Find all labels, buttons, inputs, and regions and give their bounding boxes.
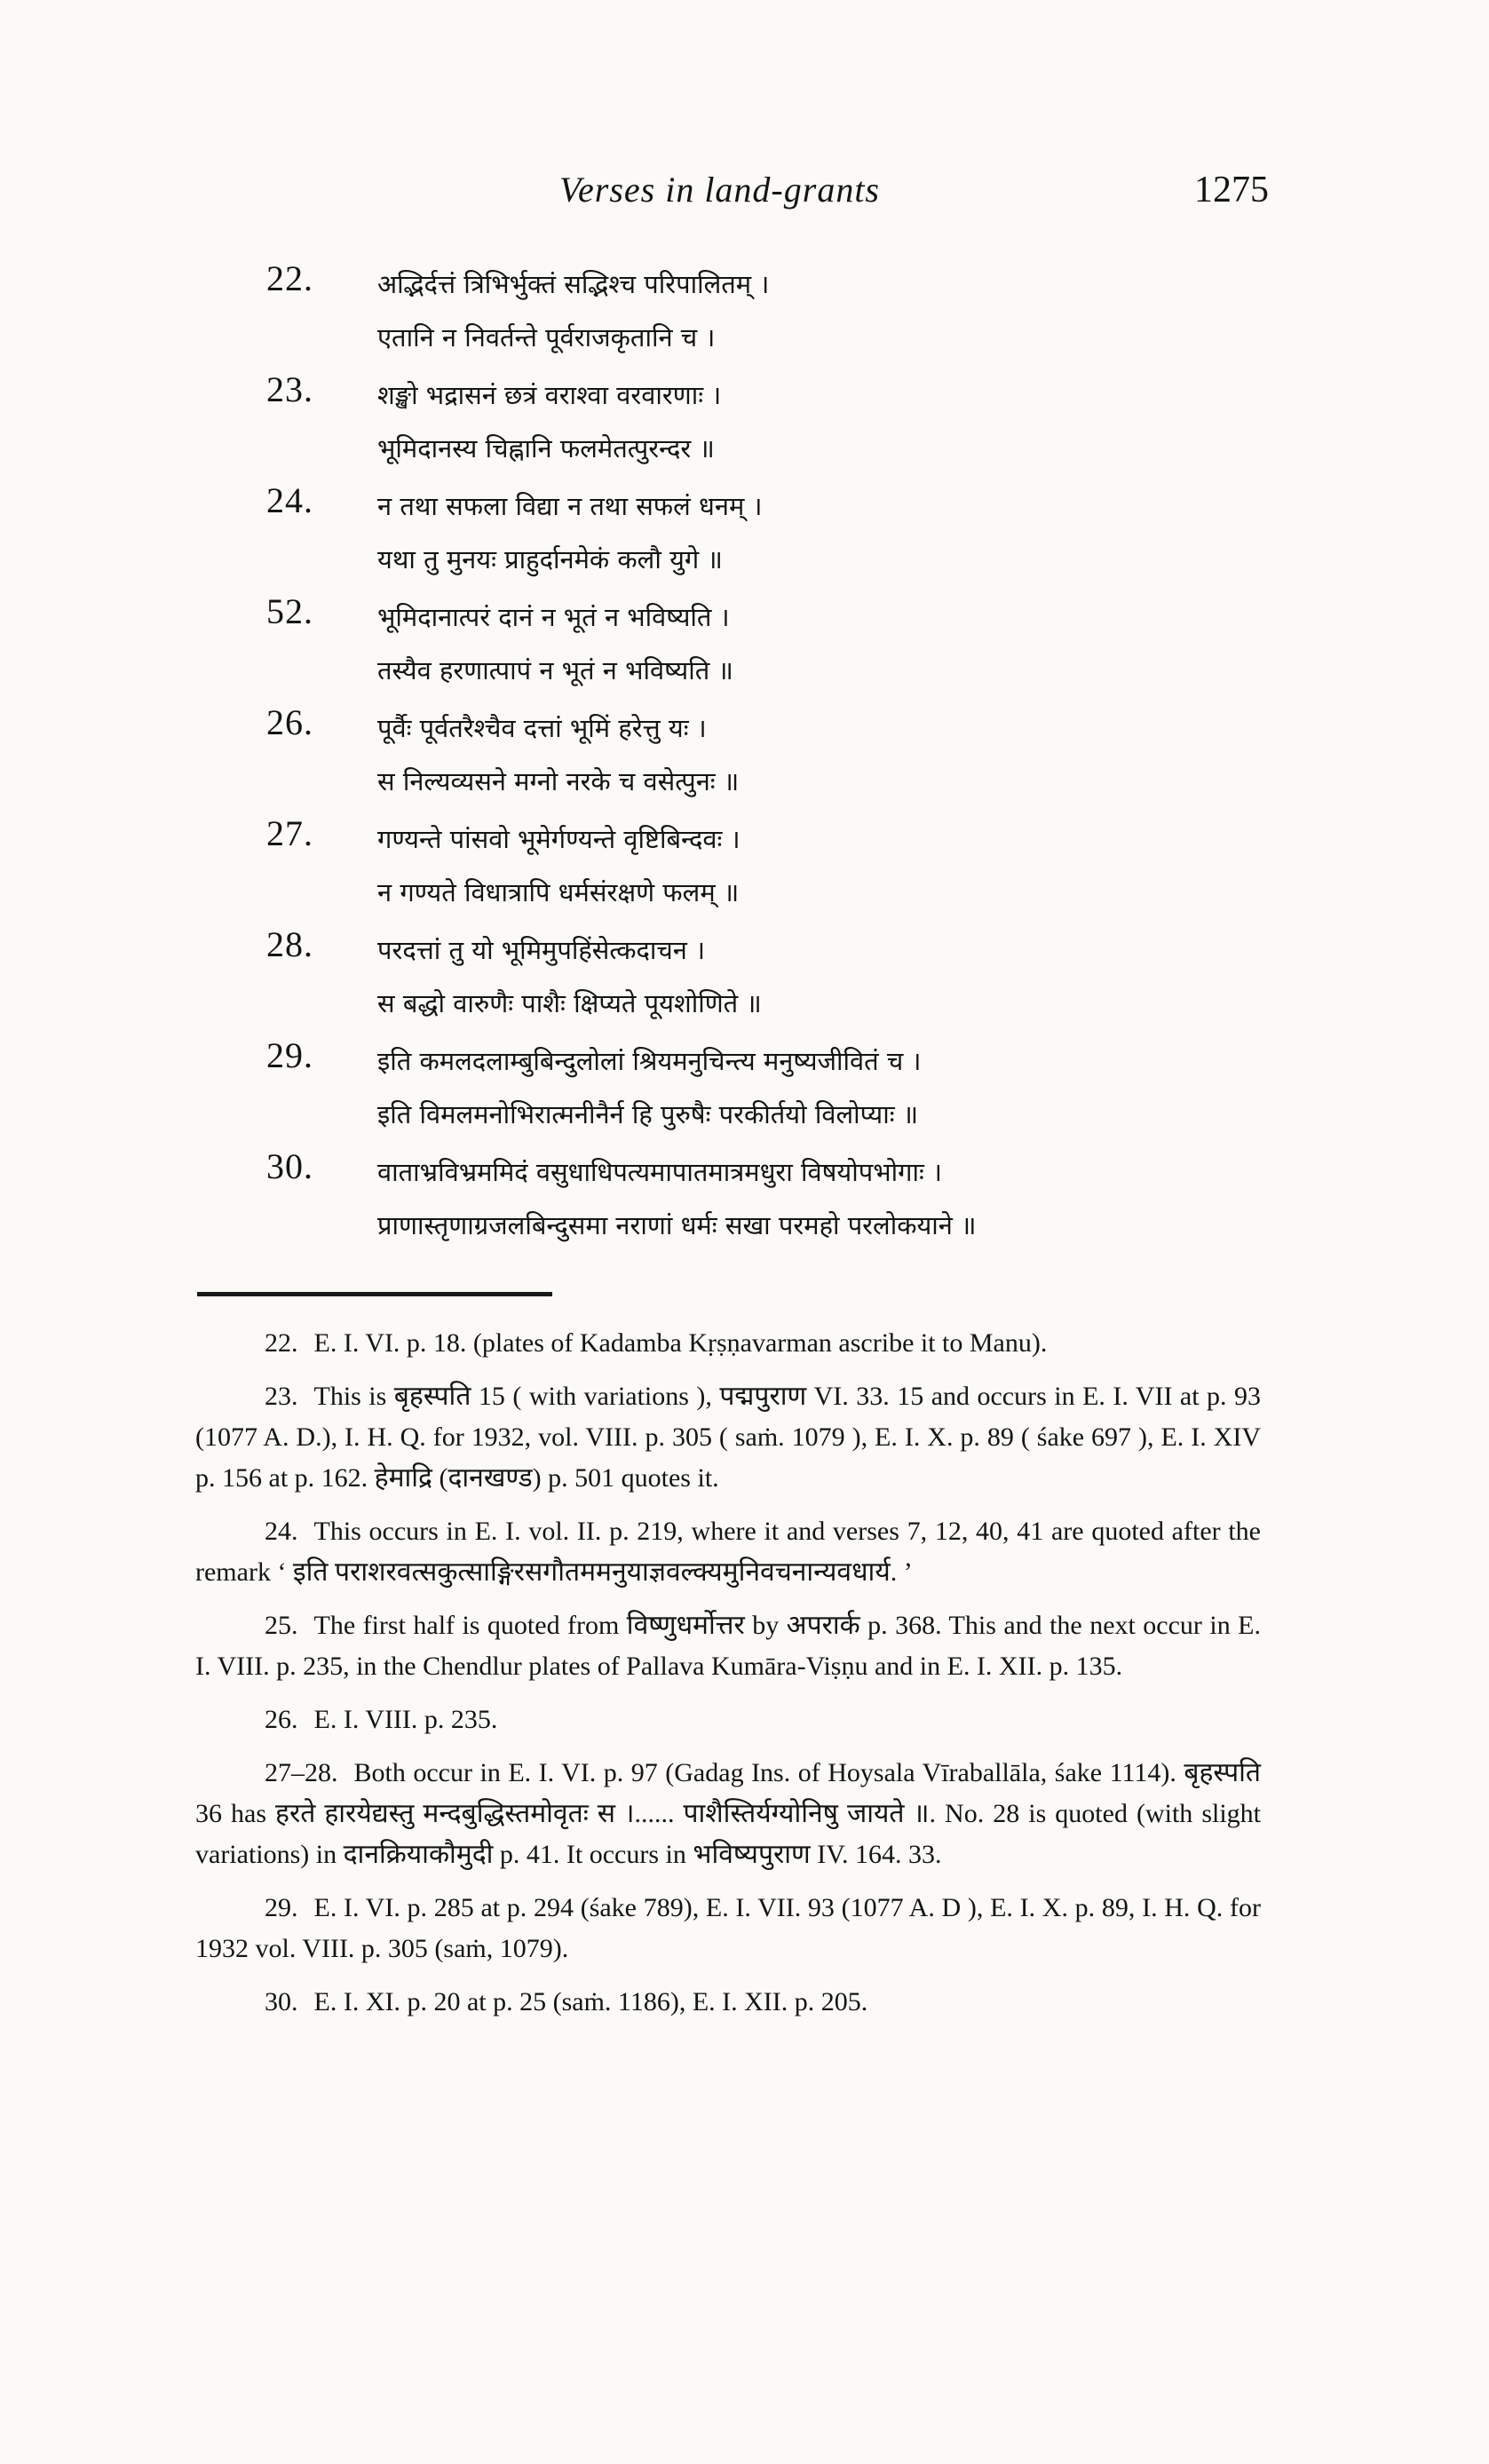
verse-number: 23.	[266, 369, 313, 409]
verse-line: पूर्वैः पूर्वतरैश्चैव दत्तां भूमिं हरेत्तु यः ।	[377, 713, 707, 743]
verse-line: वाताभ्रविभ्रममिदं वसुधाधिपत्यमापातमात्रमधुरा विषयोपभोगाः ।	[377, 1157, 943, 1187]
verse-line: न तथा सफला विद्या न तथा सफलं धनम् ।	[377, 491, 763, 521]
footnote-24	[195, 1511, 1261, 1593]
verse-number: 28.	[266, 924, 313, 964]
verse-number: 52.	[266, 591, 313, 631]
verse-26	[266, 701, 1332, 812]
footnote-text: This is बृहस्पति 15 ( with variations ), पद्मपुराण VI. 33. 15 and occurs in E. I. VII at p. 93 (1077 A. D.), I. H. Q. for 1932, vol. VIII. p. 305 ( saṁ. 1079 ), E. I. X. p. 89 ( śake 697 ), E. I. XIV p. 156 at p. 162. हेमाद्रि (दानखण्ड) p. 501 quotes it.	[195, 1382, 1261, 1493]
footnote-text: Both occur in E. I. VI. p. 97 (Gadag Ins. of Hoysala Vīraballāla, śake 1114). बृहस्पति 36 has हरते हारयेद्यस्तु मन्दबुद्धिस्तमोवृतः स ।...... पाशैस्तिर्यग्योनिषु जायते ॥. No. 28 is quoted (with slight variations) in दानक्रियाकौमुदी p. 41. It occurs in भविष्यपुराण IV. 164. 33.	[195, 1758, 1261, 1869]
verse-22	[266, 257, 1332, 368]
verse-number: 22.	[266, 258, 313, 298]
verse-27	[266, 812, 1332, 923]
verse-line: भूमिदानात्परं दानं न भूतं न भविष्यति ।	[377, 602, 730, 632]
footnote-25	[195, 1605, 1261, 1687]
footnote-29	[195, 1888, 1261, 1969]
footnote-number: 29.	[265, 1893, 298, 1922]
footnote-30	[195, 1982, 1261, 2023]
verse-line: शङ्खो भद्रासनं छत्रं वराश्वा वरवारणाः ।	[377, 380, 722, 410]
verse-line: स बद्धो वारुणैः पाशैः क्षिप्यते पूयशोणिते ॥	[377, 988, 762, 1018]
verse-24	[266, 479, 1332, 590]
footnote-rule	[197, 1292, 552, 1296]
footnote-number: 30.	[265, 1987, 298, 2016]
verse-30	[266, 1145, 1332, 1256]
footnote-text: E. I. VI. p. 18. (plates of Kadamba Kṛṣṇavarman ascribe it to Manu).	[313, 1328, 1048, 1358]
footnote-27-28	[195, 1753, 1261, 1875]
footnote-text: E. I. VIII. p. 235.	[313, 1705, 498, 1734]
footnote-number: 23.	[265, 1382, 298, 1411]
verse-line: प्राणास्तृणाग्रजलबिन्दुसमा नराणां धर्मः सखा परमहो परलोकयाने ॥	[377, 1210, 977, 1240]
verse-line: एतानि न निवर्तन्ते पूर्वराजकृतानि च ।	[377, 322, 716, 353]
footnote-26	[195, 1699, 1261, 1740]
footnote-number: 22.	[265, 1328, 298, 1358]
verse-29	[266, 1034, 1332, 1145]
footnote-number: 26.	[265, 1705, 298, 1734]
verse-line: परदत्तां तु यो भूमिमुपहिंसेत्कदाचन ।	[377, 935, 706, 965]
verse-23	[266, 368, 1332, 479]
running-title: Verses in land-grants	[559, 170, 880, 210]
verse-line: न गण्यते विधात्रापि धर्मसंरक्षणे फलम् ॥	[377, 877, 740, 907]
footnote-text: E. I. XI. p. 20 at p. 25 (saṁ. 1186), E. I. XII. p. 205.	[313, 1987, 868, 2016]
footnote-22	[195, 1323, 1261, 1364]
verse-number: 27.	[266, 813, 313, 853]
footnotes	[195, 1323, 1261, 2035]
verse-list	[266, 257, 1332, 1256]
verse-line: तस्यैव हरणात्पापं न भूतं न भविष्यति ॥	[377, 655, 733, 685]
verse-number: 24.	[266, 480, 313, 520]
verse-52	[266, 590, 1332, 701]
verse-line: भूमिदानस्य चिह्नानि फलमेतत्पुरन्दर ॥	[377, 433, 715, 463]
footnote-text: The first half is quoted from विष्णुधर्मोत्तर by अपरार्क p. 368. This and the next occur in E. I. VIII. p. 235, in the Chendlur plates of Pallava Kumāra-Viṣṇu and in E. I. XII. p. 135.	[195, 1611, 1261, 1681]
verse-number: 30.	[266, 1146, 313, 1186]
footnote-number: 25.	[265, 1611, 298, 1640]
footnote-text: This occurs in E. I. vol. II. p. 219, where it and verses 7, 12, 40, 41 are quoted after the remark ‘ इति पराशरवत्सकुत्साङ्गिरसगौतममनुयाज्ञवल्क्यमुनिवचनान्यवधार्य. ’	[195, 1517, 1261, 1587]
footnote-number: 24.	[265, 1517, 298, 1546]
verse-line: स निल्यव्यसने मग्नो नरके च वसेत्पुनः ॥	[377, 766, 740, 796]
verse-28	[266, 923, 1332, 1034]
page-header	[0, 169, 1489, 231]
verse-line: इति कमलदलाम्बुबिन्दुलोलां श्रियमनुचिन्त्य मनुष्यजीवितं च ।	[377, 1046, 922, 1076]
footnote-23	[195, 1376, 1261, 1499]
verse-number: 29.	[266, 1035, 313, 1075]
verse-line: अद्भिर्दत्तं त्रिभिर्भुक्तं सद्भिश्च परिपालितम् ।	[377, 269, 770, 299]
footnote-text: E. I. VI. p. 285 at p. 294 (śake 789), E. I. VII. 93 (1077 A. D ), E. I. X. p. 89, I. H. Q. for 1932 vol. VIII. p. 305 (saṁ, 1079).	[195, 1893, 1261, 1963]
verse-line: गण्यन्ते पांसवो भूमेर्गण्यन्ते वृष्टिबिन्दवः ।	[377, 824, 741, 854]
verse-line: इति विमलमनोभिरात्मनीनैर्न हि पुरुषैः परकीर्तयो विलोप्याः ॥	[377, 1099, 919, 1129]
page-number: 1275	[1194, 170, 1269, 210]
verse-line: यथा तु मुनयः प्राहुर्दानमेकं कलौ युगे ॥	[377, 544, 723, 574]
footnote-number: 27–28.	[265, 1758, 338, 1787]
verse-number: 26.	[266, 702, 313, 742]
